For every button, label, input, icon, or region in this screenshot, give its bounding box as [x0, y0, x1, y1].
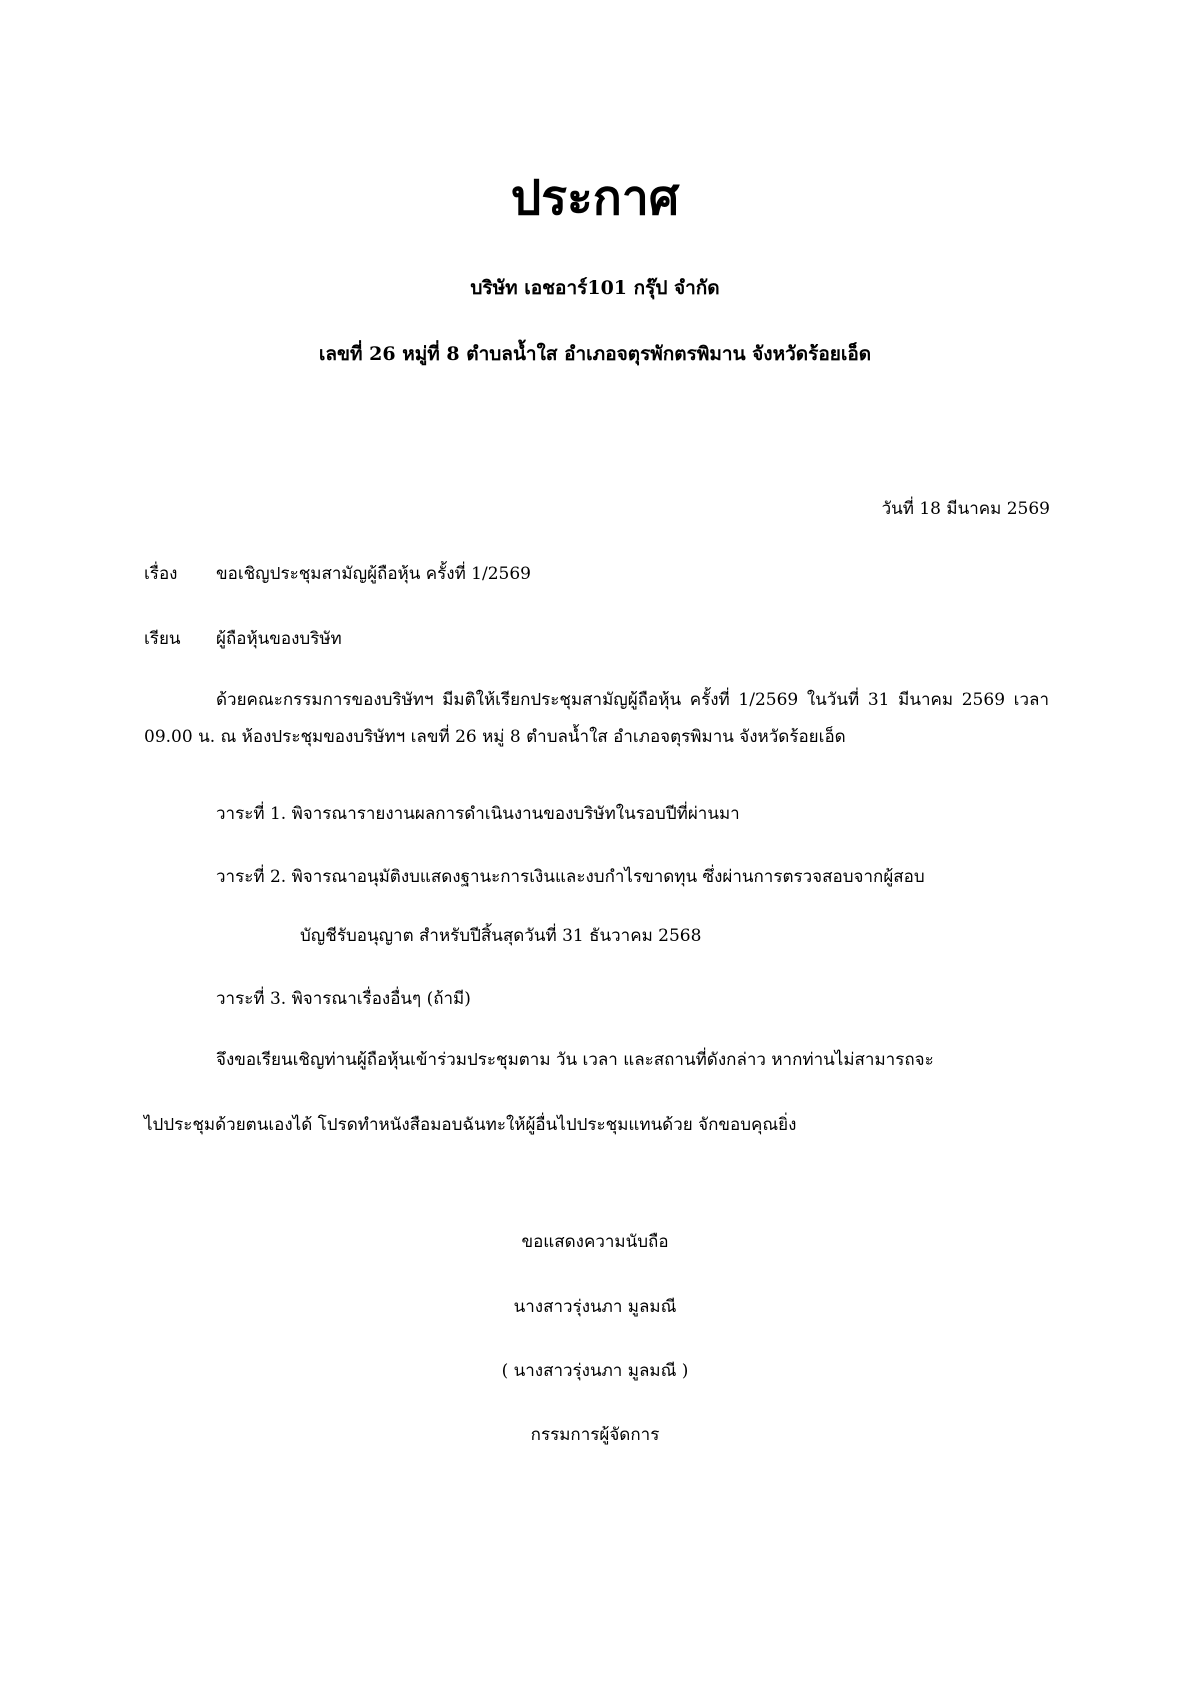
invitation-paragraph-line-2: ไปประชุมด้วยตนเองได้ โปรดทำหนังสือมอบฉันทะให้ผู้อื่นไปประชุมแทนด้วย จักขอบคุณยิ่ง: [144, 1115, 797, 1135]
signer-position: กรรมการผู้จัดการ: [530, 1425, 660, 1445]
subject-text: ขอเชิญประชุมสามัญผู้ถือหุ้น ครั้งที่ 1/2569: [216, 564, 531, 584]
agenda-item-2-continuation: บัญชีรับอนุญาต สำหรับปีสิ้นสุดวันที่ 31 ธันวาคม 2568: [300, 926, 702, 946]
recipient-text: ผู้ถือหุ้นของบริษัท: [216, 629, 342, 649]
document-date: วันที่ 18 มีนาคม 2569: [881, 499, 1050, 519]
company-address: เลขที่ 26 หมู่ที่ 8 ตำบลน้ำใส อำเภอจตุรพักตรพิมาน จังหวัดร้อยเอ็ด: [318, 343, 872, 365]
printed-name: ( นางสาวรุ่งนภา มูลมณี ): [501, 1361, 689, 1381]
signature-name: นางสาวรุ่งนภา มูลมณี: [513, 1297, 677, 1317]
closing-salutation: ขอแสดงความนับถือ: [521, 1232, 669, 1252]
agenda-item-3: วาระที่ 3. พิจารณาเรื่องอื่นๆ (ถ้ามี): [216, 989, 471, 1009]
meeting-notice-paragraph: ด้วยคณะกรรมการของบริษัทฯ มีมติให้เรียกประชุมสามัญผู้ถือหุ้น ครั้งที่ 1/2569 ในวันที่ 31 มีนาคม 2569 เวลา 09.00 น. ณ ห้องประชุมของบริษัทฯ เลขที่ 26 หมู่ 8 ตำบลน้ำใส อำเภอจตุรพิมาน จังหวัดร้อยเอ็ด: [144, 690, 1049, 747]
recipient-label: เรียน: [144, 629, 181, 649]
agenda-item-2: วาระที่ 2. พิจารณาอนุมัติงบแสดงฐานะการเงินและงบกำไรขาดทุน ซึ่งผ่านการตรวจสอบจากผู้สอบ: [216, 867, 925, 887]
subject-label: เรื่อง: [144, 564, 178, 584]
invitation-paragraph-line-1: จึงขอเรียนเชิญท่านผู้ถือหุ้นเข้าร่วมประชุมตาม วัน เวลา และสถานที่ดังกล่าว หากท่านไม่สามารถจะ: [216, 1050, 934, 1070]
company-name: บริษัท เอชอาร์101 กรุ๊ป จำกัด: [470, 277, 720, 299]
document-title: ประกาศ: [510, 170, 680, 226]
agenda-item-1: วาระที่ 1. พิจารณารายงานผลการดำเนินงานของบริษัทในรอบปีที่ผ่านมา: [216, 804, 740, 824]
